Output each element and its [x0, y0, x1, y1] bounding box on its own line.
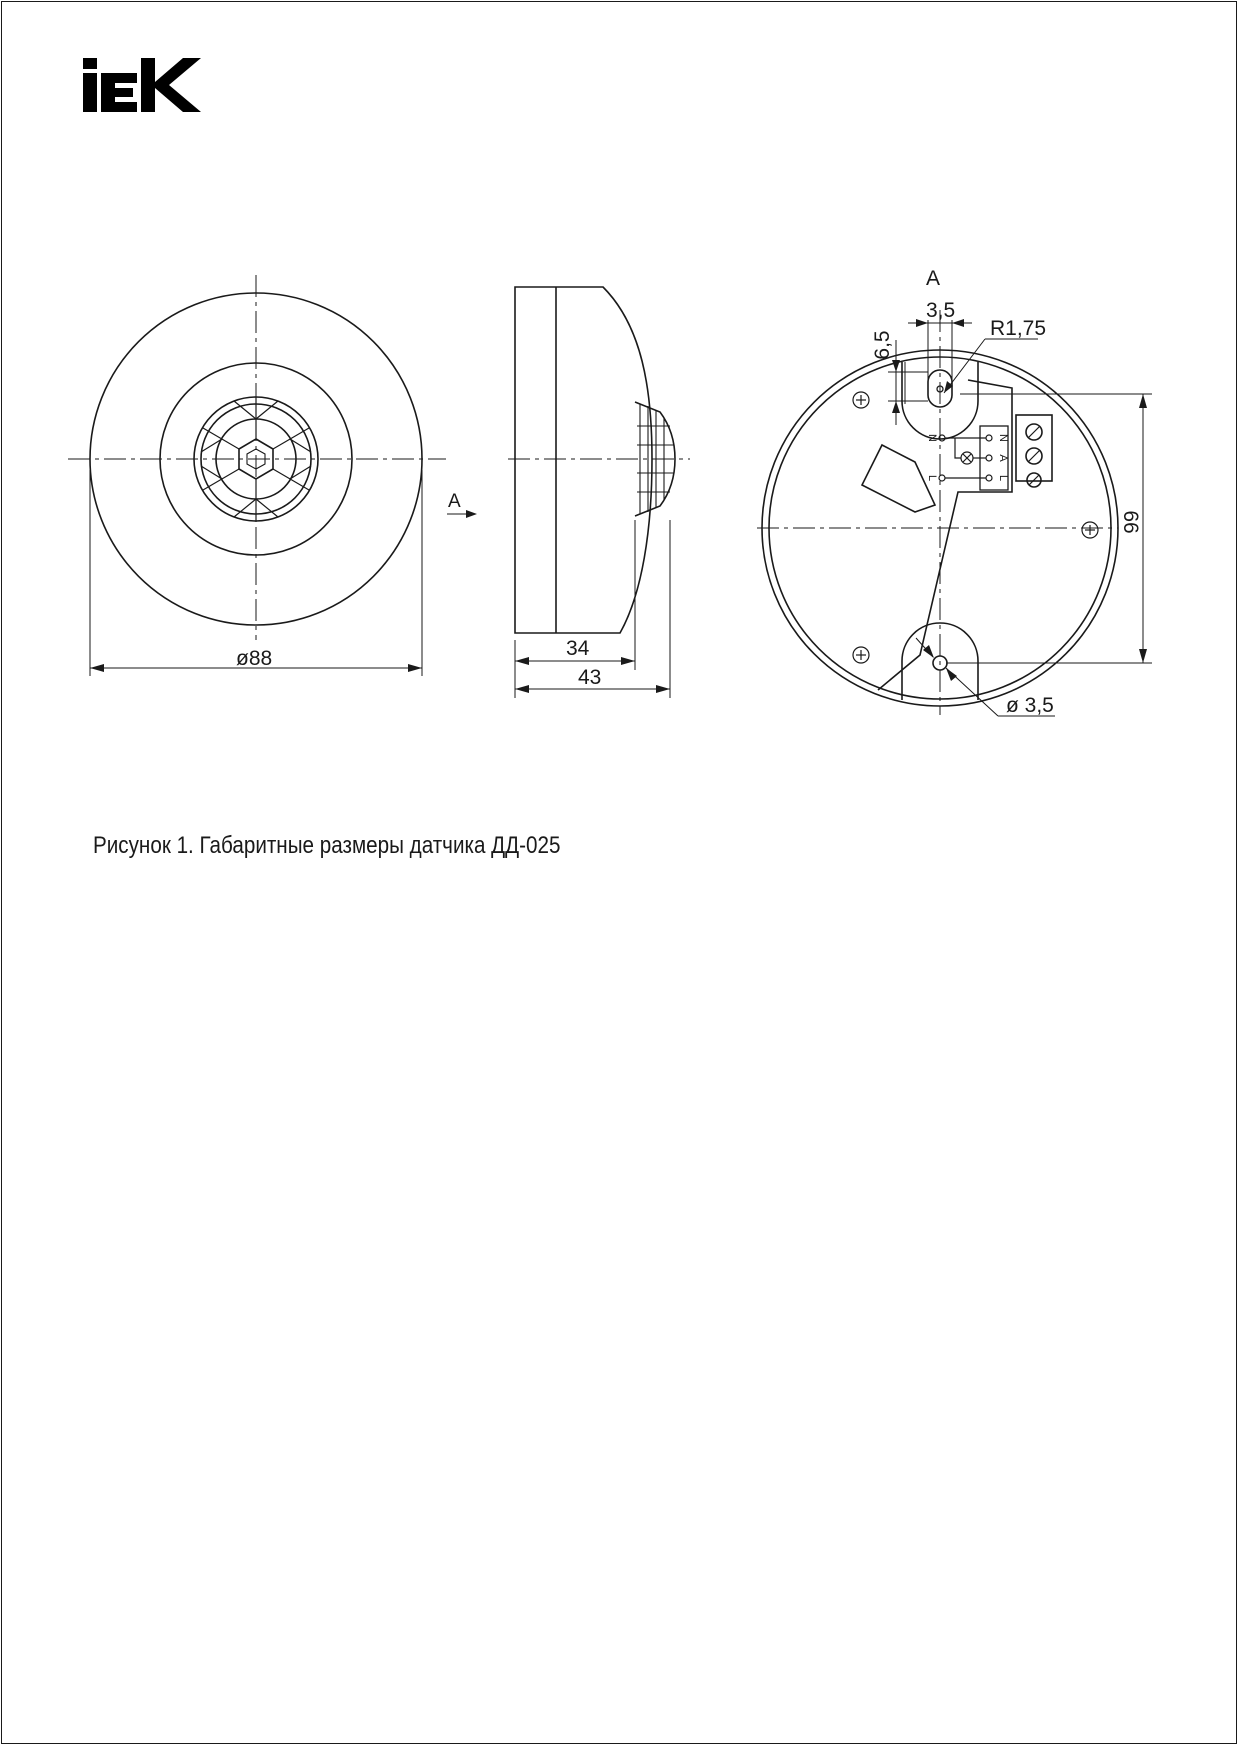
side-view: [508, 287, 690, 698]
technical-drawing: [0, 0, 1240, 760]
dim-height-43: 43: [578, 666, 602, 689]
dim-hole-spacing: 66: [1119, 510, 1142, 534]
view-a-title: A: [926, 267, 941, 290]
view-a: [757, 310, 1152, 716]
dim-height-34: 34: [566, 637, 590, 660]
terminal-label-right-a: A: [997, 454, 1009, 462]
front-view: [68, 275, 477, 676]
dim-hole-diameter: ø 3,5: [1006, 694, 1054, 717]
figure-caption: Рисунок 1. Габаритные размеры датчика ДД-025: [93, 832, 561, 859]
terminal-label-right-n: N: [997, 434, 1009, 442]
dim-radius: R1,75: [990, 317, 1047, 340]
dim-slot-length: 6,5: [871, 330, 894, 360]
view-arrow-label: A: [448, 491, 461, 512]
terminal-label-right-l: L: [997, 474, 1009, 482]
dim-slot-width: 3,5: [926, 299, 956, 322]
terminal-label-left-l: L: [926, 474, 938, 482]
terminal-label-left-n: N: [926, 434, 938, 442]
dim-diameter-88: ø88: [236, 647, 273, 670]
